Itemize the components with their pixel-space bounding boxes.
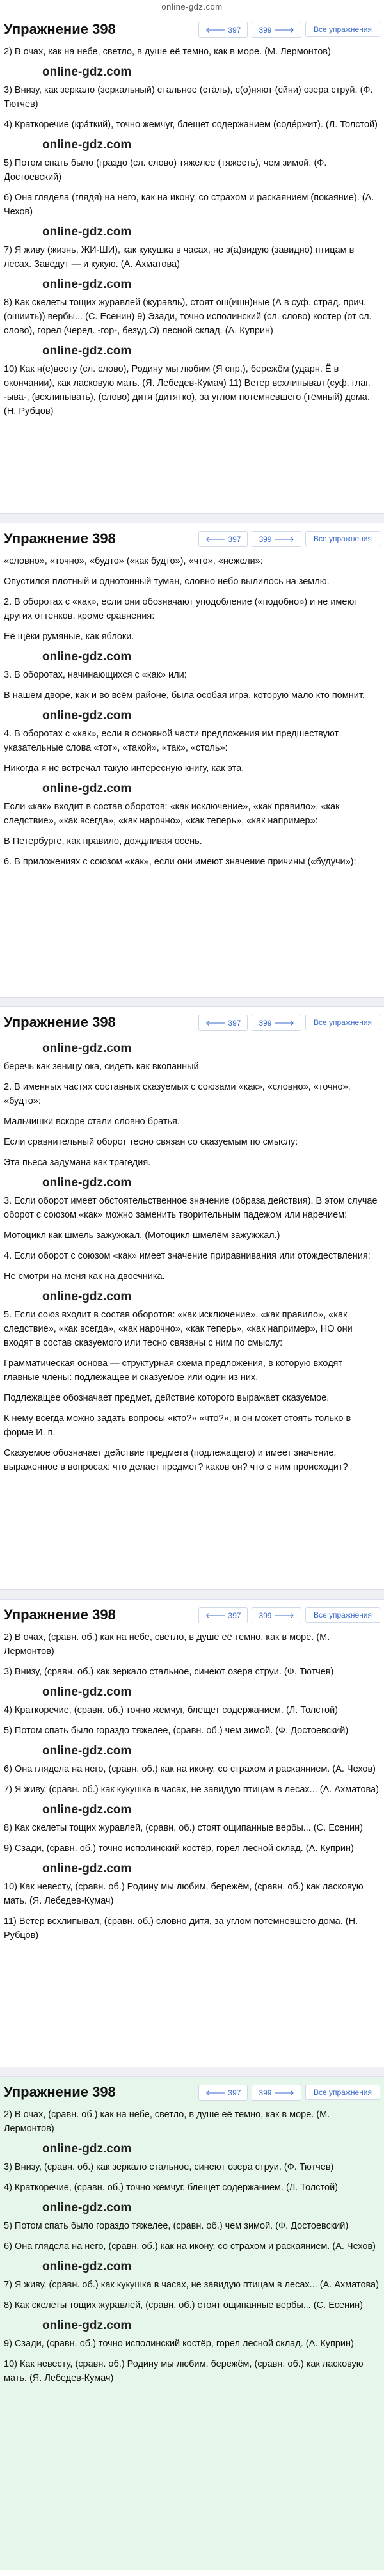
exercise-nav [198,1607,380,1623]
answer-sentence: 8) Как скелеты тощих журавлей, (сравн. об.) стоят ощипанные вербы... (С. Есенин) [4,2300,363,2310]
answer-sentence: 5) Потом спать было гораздо тяжелее, (сравн. об.) чем зимой. (Ф. Достоевский) [4,2221,349,2231]
prev-exercise-button[interactable]: 🡐 397 [198,22,248,38]
exercise-header [0,14,384,45]
exercise-title: Упражнение 398 [4,1014,116,1030]
answer-sentence: 9) Сзади, (сравн. об.) точно исполинский костёр, горел лесной склад. (А. Куприн) [4,1843,354,1854]
watermark: online-gdz.com [42,2201,132,2214]
answer-sentence: 6) Она глядела на него, (сравн. об.) как на икону, со страхом и раскаянием. (А. Чехов) [4,2241,376,2252]
all-exercises-button[interactable]: Все упражнения [305,1015,380,1030]
page-block-1 [0,14,384,513]
example-sentence: Мальчишки вскоре стали словно братья. [4,1117,180,1127]
text-paragraph: Если «как» входит в состав оборотов: «как исключение», «как правило», «как следствие», «как всегда», «как нарочно», «как теперь», «как например»: [4,802,340,826]
exercise-header [0,1007,384,1038]
watermark: online-gdz.com [42,278,132,291]
text-paragraph: 2. В именных частях составных сказуемых с союзами «как», «словно», «точно», «будто»: [4,1082,351,1106]
answer-sentence: 3) Внизу, (сравн. об.) как зеркало стальное, синеют озера струи. (Ф. Тютчев) [4,1667,334,1677]
definition-paragraph: Сказуемое обозначает действие предмета (подлежащего) и имеет значение, выраженное в вопросах: что делает предмет? каков он? что с ним происходит? [4,1448,348,1472]
watermark: online-gdz.com [42,65,132,79]
text-paragraph: 3. Если оборот имеет обстоятельственное значение (образа действия). В этом случае оборот с союзом «как» можно заменить творительным падежом или наречием: [4,1196,378,1220]
all-exercises-button[interactable]: Все упражнения [305,1607,380,1623]
text-paragraph: 3. В оборотах, начинающихся с «как» или: [4,670,187,680]
exercise-nav [198,22,380,38]
watermark: online-gdz.com [42,1744,132,1758]
watermark: online-gdz.com [42,782,132,795]
answer-sentence: 5) Потом спать было гораздо тяжелее, (сравн. об.) чем зимой. (Ф. Достоевский) [4,1726,349,1736]
all-exercises-button[interactable]: Все упражнения [305,2085,380,2100]
watermark: online-gdz.com [42,1042,132,1055]
answer-sentence: 6) Она глядела на него, (сравн. об.) как на икону, со страхом и раскаянием. (А. Чехов) [4,1764,376,1774]
next-exercise-button[interactable]: 399 🡒 [252,1607,301,1623]
prev-exercise-button[interactable]: 🡐 397 [198,2085,248,2101]
answer-sentence: 4) Краткоречие, (сравн. об.) точно жемчуг, блещет содержанием. (Л. Толстой) [4,2182,338,2193]
answer-sentence: 11) Ветер всхлипывал, (сравн. об.) словно дитя, за углом потемневшего дома. (Н. Рубцов) [4,1916,358,1941]
exercise-content [0,1042,384,1474]
definition-paragraph: Грамматическая основа — структурная схема предложения, в которую входят главные члены: подлежащее и сказуемое или один из них. [4,1358,343,1383]
example-sentence: Мотоцикл как шмель зажужжал. (Мотоцикл шмелём зажужжал.) [4,1230,280,1241]
example-sentence: Эта пьеса задумана как трагедия. [4,1157,151,1168]
watermark: online-gdz.com [42,344,132,358]
example-sentence: Не смотри на меня как на двоечника. [4,1271,165,1282]
watermark: online-gdz.com [42,1685,132,1699]
text-paragraph: 8) Как скелеты тощих журавлей (журавль), стоят ош(ишн)ные (А в суф. страд. прич. (ошиить)) вербы... (С. Есенин) 9) Эзади, точно исполинский (сл. слово) костер (от сл. слово), горел (черед. -гор-, безуд.О) лесной склад. (А. Куприн) [4,298,372,336]
text-paragraph: 7) Я живу (жизнь, ЖИ-ШИ), как кукушка в часах, не з(а)видую (завидно) птицам в лесах. Заведут — и кукую. (А. Ахматова) [4,245,355,269]
text-paragraph: 5) Потом спать было (граздо (сл. слово) тяжелее (тяжесть), чем зимой. (Ф. Достоевский) [4,158,327,182]
text-paragraph: «словно», «точно», «будто» («как будто»), «что», «нежели»: [4,556,263,566]
text-paragraph: 2) В очах, как на небе, светло, в душе её темно, как в море. (М. Лермонтов) [4,47,331,57]
prev-exercise-button[interactable]: 🡐 397 [198,1015,248,1031]
answer-sentence: 9) Сзади, (сравн. об.) точно исполинский костёр, горел лесной склад. (А. Куприн) [4,2339,354,2349]
definition-paragraph: К нему всегда можно задать вопросы «кто?» «что?», и он может стоять только в форме И. п. [4,1413,351,1438]
text-paragraph: 6) Она глядела (глядя) на него, как на икону, со страхом и раскаянием (покаяние). (А. Чехов) [4,193,374,217]
watermark: online-gdz.com [42,2319,132,2332]
answer-sentence: 3) Внизу, (сравн. об.) как зеркало стальное, синеют озера струи. (Ф. Тютчев) [4,2162,334,2172]
answer-sentence: 10) Как невесту, (сравн. об.) Родину мы любим, бережём, (сравн. об.) как ласковую мать. (Я. Лебедев-Кумач) [4,2359,364,2383]
exercise-nav [198,531,380,547]
watermark: online-gdz.com [42,1862,132,1875]
text-paragraph: 4. В оборотах с «как», если в основной части предложения им предшествуют указательные слова «тот», «такой», «так», «столь»: [4,729,339,753]
text-paragraph: 2. В оборотах с «как», если они обозначают уподобление («подобно») и не имеют других оттенков, кроме сравнения: [4,597,358,621]
all-exercises-button[interactable]: Все упражнения [305,531,380,546]
text-paragraph: 4. Если оборот с союзом «как» имеет значение приравнивания или отождествления: [4,1251,371,1261]
page-block-2 [0,523,384,997]
example-sentence: Её щёки румяные, как яблоки. [4,632,134,642]
exercise-content [0,1630,384,1943]
exercise-title: Упражнение 398 [4,2084,116,2100]
example-sentence: В нашем дворе, как и во всём районе, была особая игра, которую мало кто помнит. [4,690,365,701]
text-paragraph: 4) Краткоречие (кра́ткий), точно жемчуг, блещет содержанием (содéржит). (Л. Толстой) [4,120,378,130]
answer-sentence: 7) Я живу, (сравн. об.) как кукушка в часах, не завидую птицам в лесах... (А. Ахматова) [4,1785,379,1795]
next-exercise-button[interactable]: 399 🡒 [252,531,301,547]
text-paragraph: 10) Как н(е)весту (сл. слово), Родину мы любим (Я спр.), бережём (ударн. Ё в окончании), как ласковую мать. (Я. Лебедев-Кумач) 11) Ветер вcхлипывал (суф. глаг. -ыва-, (всхлипывать), (слово) дитя (дитятко), за углом потемневшего (тёмный) дома. (Н. Рубцов) [4,364,371,417]
watermark: online-gdz.com [42,2142,132,2156]
section-divider [0,2067,384,2077]
exercise-header [0,523,384,554]
exercise-header [0,2077,384,2108]
watermark: online-gdz.com [42,709,132,722]
next-exercise-button[interactable]: 399 🡒 [252,22,301,38]
watermark: online-gdz.com [42,2260,132,2273]
next-exercise-button[interactable]: 399 🡒 [252,1015,301,1031]
text-paragraph: 3) Внизу, как зеркало (зеркальный) ст̶альное (стáль), с(о)няют (сйни) озера струй. (Ф. Тютчев) [4,85,373,109]
answer-sentence: 2) В очах, (сравн. об.) как на небе, светло, в душе её темно, как в море. (М. Лермонтов) [4,2110,330,2134]
section-divider [0,997,384,1007]
site-logo: online-gdz.com [161,2,223,12]
exercise-nav [198,1015,380,1031]
prev-exercise-button[interactable]: 🡐 397 [198,1607,248,1623]
exercise-title: Упражнение 398 [4,21,116,37]
example-sentence: В Петербурге, как правило, дождливая осень. [4,836,202,847]
all-exercises-button[interactable]: Все упражнения [305,22,380,37]
answer-sentence: 10) Как невесту, (сравн. об.) Родину мы любим, бережём, (сравн. об.) как ласковую мать. (Я. Лебедев-Кумач) [4,1882,364,1906]
page-block-4 [0,1600,384,2067]
text-paragraph: Если сравнительный оборот тесно связан со сказуемым по смыслу: [4,1137,298,1147]
answer-sentence: 4) Краткоречие, (сравн. об.) точно жемчуг, блещет содержанием. (Л. Толстой) [4,1705,338,1715]
answer-sentence: 2) В очах, (сравн. об.) как на небе, светло, в душе её темно, как в море. (М. Лермонтов) [4,1632,330,1657]
prev-exercise-button[interactable]: 🡐 397 [198,531,248,547]
text-paragraph: 6. В приложениях с союзом «как», если они имеют значение причины («будучи»): [4,857,356,867]
example-sentence: Никогда я не встречал такую интересную книгу, как эта. [4,763,244,774]
answer-sentence: 8) Как скелеты тощих журавлей, (сравн. об.) стоят ощипанные вербы... (С. Есенин) [4,1823,363,1833]
section-divider [0,1589,384,1600]
example-sentence: беречь как зеницу ока, сидеть как вкопанный [4,1061,199,1072]
page-block-5 [0,2077,384,2570]
definition-paragraph: Подлежащее обозначает предмет, действие которого выражает сказуемое. [4,1393,330,1403]
exercise-content [0,2108,384,2385]
answer-sentence: 7) Я живу, (сравн. об.) как кукушка в часах, не завидую птицам в лесах... (А. Ахматова) [4,2280,379,2290]
example-sentence: Опустился плотный и однотонный туман, словно небо вылилось на землю. [4,576,330,587]
exercise-content [0,45,384,418]
watermark: online-gdz.com [42,1803,132,1817]
exercise-header [0,1600,384,1630]
watermark: online-gdz.com [42,1176,132,1189]
exercise-content [0,554,384,869]
watermark: online-gdz.com [42,138,132,152]
text-paragraph: 5. Если союз входит в состав оборотов: «как исключение», «как правило», «как следствие», «как всегда», «как нарочно», «как теперь», «как например», НО они входят в состав сказуемого или тесно связаны с ним по смыслу: [4,1310,353,1348]
exercise-title: Упражнение 398 [4,530,116,546]
next-exercise-button[interactable]: 399 🡒 [252,2085,301,2101]
watermark: online-gdz.com [42,225,132,239]
watermark: online-gdz.com [42,650,132,664]
watermark: online-gdz.com [42,1290,132,1303]
page-block-3 [0,1007,384,1589]
exercise-nav [198,2085,380,2101]
section-divider [0,513,384,523]
exercise-title: Упражнение 398 [4,1607,116,1623]
